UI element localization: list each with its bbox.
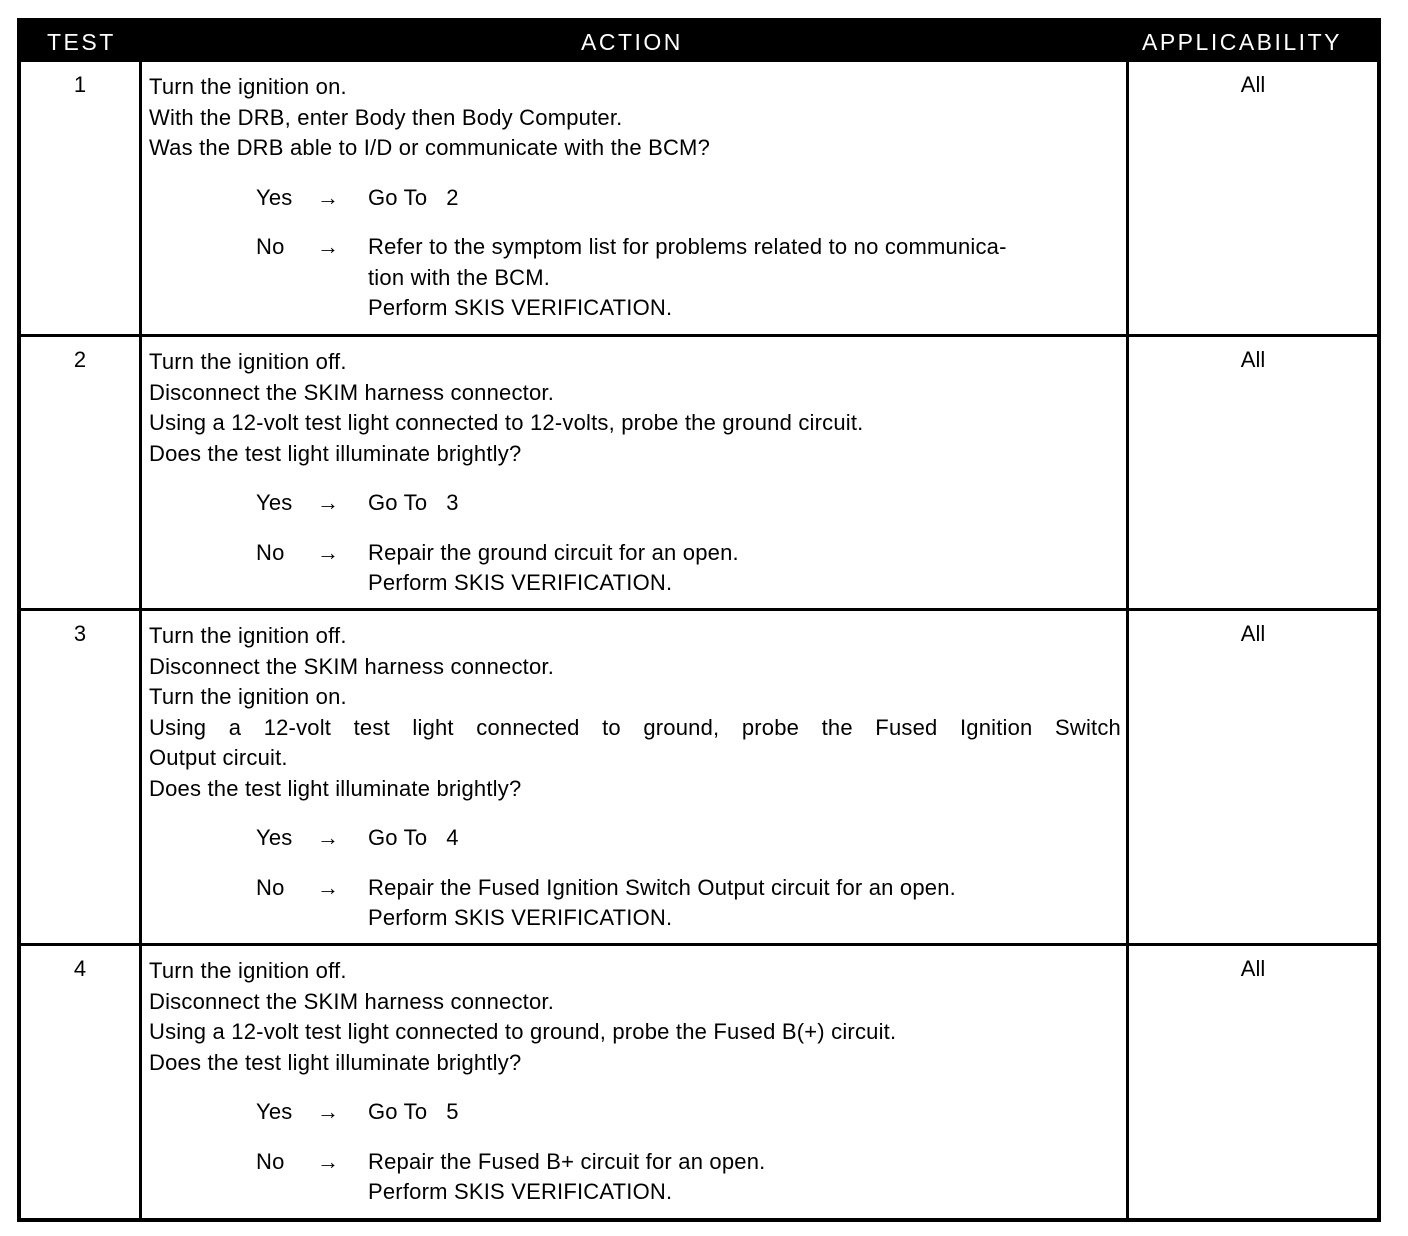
action-step: Using a 12-volt test light connected to ground, probe the Fused B(+) circuit. (149, 1019, 897, 1044)
table-row (21, 334, 1377, 609)
no-result: Refer to the symptom list for problems related to no communica- (368, 234, 1007, 259)
action-step: Does the test light illuminate brightly? (149, 775, 522, 801)
action-step: Turn the ignition on. (149, 684, 347, 709)
applicability-value: All (1240, 621, 1266, 646)
no-branch (149, 232, 1121, 263)
action-step: Disconnect the SKIM harness connector. (149, 988, 555, 1014)
no-result-continued: Perform SKIS VERIFICATION. (368, 570, 673, 595)
table-row (21, 62, 1377, 336)
no-label: No (256, 874, 285, 900)
yes-branch (149, 183, 1121, 214)
action-step: Turn the ignition off. (149, 349, 347, 374)
no-label: No (256, 1148, 285, 1174)
right-arrow-icon: → (317, 184, 340, 210)
header-applicability: APPLICABILITY (1142, 29, 1342, 55)
yes-result: Go To 2 (368, 184, 459, 210)
no-result: Repair the ground circuit for an open. (368, 539, 739, 565)
table-row (21, 943, 1377, 1218)
yes-result: Go To 5 (368, 1099, 459, 1124)
yes-label: Yes (256, 825, 293, 850)
action-step: With the DRB, enter Body then Body Computer. (149, 104, 623, 130)
diagnostic-test-table (17, 18, 1381, 1222)
no-label: No (256, 234, 285, 259)
action-cell (149, 72, 1121, 324)
right-arrow-icon: → (317, 1148, 340, 1174)
test-number: 2 (73, 347, 87, 372)
action-cell (149, 347, 1121, 599)
yes-label: Yes (256, 490, 293, 515)
action-step: Turn the ignition off. (149, 623, 347, 648)
yes-branch (149, 823, 1121, 854)
applicability-value: All (1240, 72, 1266, 97)
action-step: Using a 12-volt test light connected to 12-volts, probe the ground circuit. (149, 410, 864, 435)
yes-branch (149, 488, 1121, 519)
applicability-value: All (1240, 956, 1266, 981)
test-number: 4 (73, 956, 87, 981)
applicability-value: All (1240, 347, 1266, 372)
no-result-continued: Perform SKIS VERIFICATION. (368, 1179, 673, 1204)
no-result: Repair the Fused B+ circuit for an open. (368, 1148, 766, 1174)
action-step: Disconnect the SKIM harness connector. (149, 379, 555, 405)
test-number: 3 (73, 621, 87, 646)
action-step: Using a 12-volt test light connected to ground, probe the Fused Ignition Switch (149, 714, 1121, 740)
yes-label: Yes (256, 1099, 293, 1124)
action-step: Was the DRB able to I/D or communicate with the BCM? (149, 135, 711, 160)
right-arrow-icon: → (317, 1099, 340, 1124)
action-cell (149, 621, 1121, 934)
no-result-continued: tion with the BCM. (368, 264, 551, 290)
no-result: Repair the Fused Ignition Switch Output circuit for an open. (368, 874, 956, 900)
yes-label: Yes (256, 184, 293, 210)
yes-result: Go To 3 (368, 490, 459, 515)
test-number: 1 (73, 72, 87, 97)
right-arrow-icon: → (317, 825, 340, 850)
header-action: ACTION (581, 29, 683, 55)
no-label: No (256, 539, 285, 565)
no-branch (149, 538, 1121, 569)
no-branch (149, 873, 1121, 904)
action-step: Does the test light illuminate brightly? (149, 1049, 522, 1075)
action-step: Turn the ignition off. (149, 958, 347, 983)
right-arrow-icon: → (317, 234, 340, 259)
header-test: TEST (47, 29, 116, 55)
yes-branch (149, 1097, 1121, 1128)
action-step: Output circuit. (149, 745, 288, 770)
no-branch (149, 1147, 1121, 1178)
right-arrow-icon: → (317, 490, 340, 515)
right-arrow-icon: → (317, 874, 340, 900)
right-arrow-icon: → (317, 539, 340, 565)
action-step: Disconnect the SKIM harness connector. (149, 653, 555, 679)
no-result-continued: Perform SKIS VERIFICATION. (368, 295, 673, 320)
no-result-continued: Perform SKIS VERIFICATION. (368, 905, 673, 930)
yes-result: Go To 4 (368, 825, 459, 850)
action-step: Does the test light illuminate brightly? (149, 440, 522, 466)
action-cell (149, 956, 1121, 1208)
table-row (21, 608, 1377, 944)
table-header (21, 22, 1377, 62)
action-step: Turn the ignition on. (149, 74, 347, 99)
